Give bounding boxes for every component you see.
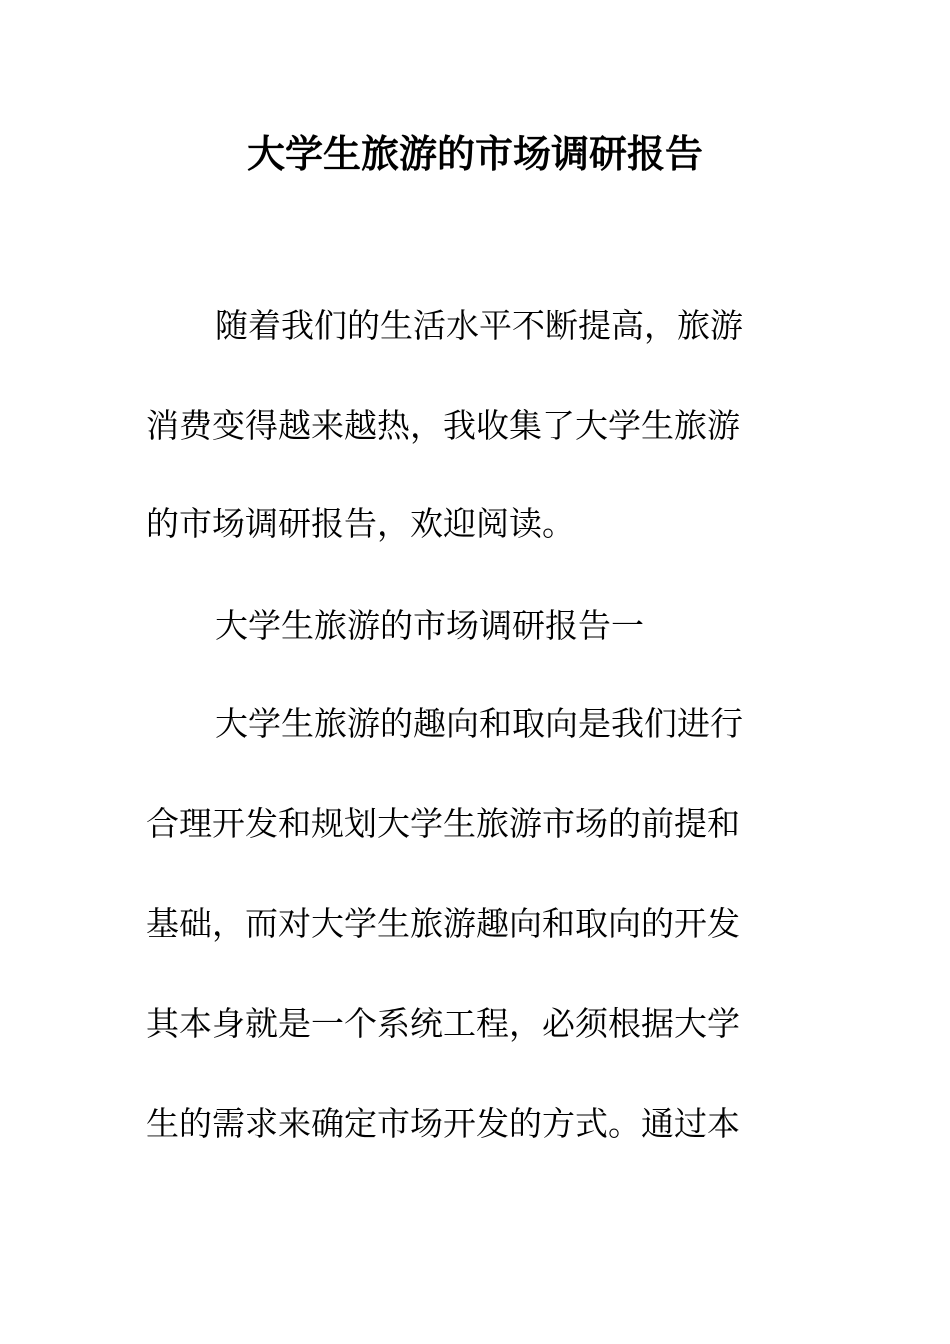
section-heading: 大学生旅游的市场调研报告一 xyxy=(215,606,644,645)
paragraph-line-9: 生的需求来确定市场开发的方式。通过本 xyxy=(146,1104,740,1143)
document-title: 大学生旅游的市场调研报告 xyxy=(246,131,703,176)
paragraph-line-3: 的市场调研报告，欢迎阅读。 xyxy=(146,504,575,543)
paragraph-line-6: 合理开发和规划大学生旅游市场的前提和 xyxy=(146,804,740,843)
paragraph-line-8: 其本身就是一个系统工程，必须根据大学 xyxy=(146,1004,740,1043)
paragraph-line-7: 基础，而对大学生旅游趣向和取向的开发 xyxy=(146,904,740,943)
paragraph-line-5: 大学生旅游的趣向和取向是我们进行 xyxy=(215,704,743,743)
paragraph-line-2: 消费变得越来越热，我收集了大学生旅游 xyxy=(146,406,740,445)
paragraph-line-1: 随着我们的生活水平不断提高，旅游 xyxy=(215,306,743,345)
